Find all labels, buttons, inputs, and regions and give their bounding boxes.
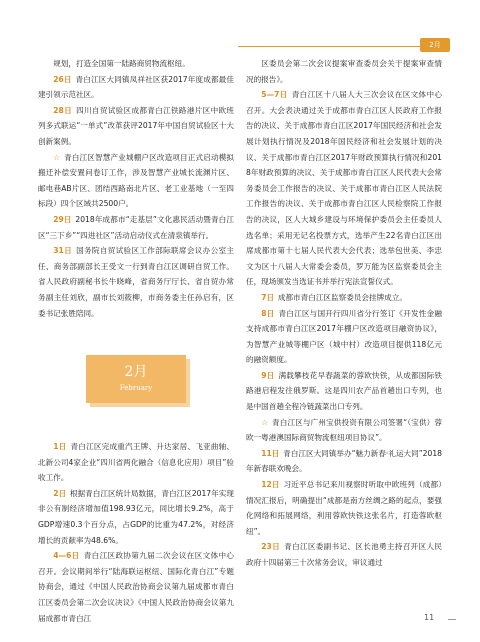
- chronicle-entry: [38, 212, 234, 243]
- entry-text: 国务院自贸试验区工作部际联席会议办公室主任、商务部副部长王受文一行到青白江区调研自贸工作。省人民政府副秘书长牛晓峰，省商务厅厅长、省自贸办常务副主任刘欣，副市长刘筱柳，市商务委主任孙启有，区委书记张胜陪同。: [38, 246, 234, 318]
- left-column: [38, 56, 234, 626]
- entry-text: 青白江区与国开行四川省分行签订《开发性金融支持成都市青白江区2017年棚户区改造项目融资协议》，为智慧产业城等棚户区（城中村）改造项目提供118亿元的融资额度。: [246, 308, 442, 365]
- entry-text: 青白江区政协第九届二次会议在区文体中心召开。会议期间举行“陆海联运枢纽、国际化青白江”专题协商会，通过《中国人民政治协商会议第九届成都市青白江区委员会第二次会议决议》《中国人民政治协商会议第九届成都市青白江: [38, 551, 234, 623]
- entry-text: 青白江区与广州宝供投资有限公司签署“（宝供）蓉欧一粤港澳国际商贸物流枢纽项目协议”。: [246, 417, 442, 443]
- entry-date: 26日: [53, 74, 72, 84]
- top-band: [0, 0, 480, 30]
- entry-date: 31日: [53, 246, 72, 256]
- chronicle-entry: [246, 415, 442, 446]
- star-marker: ☆: [53, 152, 61, 162]
- right-column: [246, 56, 442, 571]
- entry-text: 青白江区大同镇凤祥社区获2017年度成都最佳建引领示范社区。: [38, 74, 234, 100]
- entry-text: 成都市青白江区监察委员会挂牌成立。: [277, 292, 407, 302]
- entry-date: 8日: [261, 308, 275, 318]
- entry-date: 23日: [261, 542, 280, 552]
- entry-date: 28日: [53, 105, 72, 115]
- entry-text: 区委员会第二次会议提案审查委员会关于提案审查情况的报告》。: [246, 59, 442, 84]
- header-month-tag: 2月: [420, 38, 450, 52]
- chronicle-entry: [38, 548, 234, 626]
- chronicle-entry: [246, 290, 442, 306]
- chronicle-entry: [246, 539, 442, 570]
- entry-date: 2日: [53, 488, 67, 498]
- entry-date: 7日: [261, 292, 275, 302]
- chronicle-entry: [246, 446, 442, 477]
- month-banner: [86, 355, 186, 403]
- entry-text: 满载攀枝花早春蔬菜的蓉欧快铁，从成都国际铁路港启程发往俄罗斯。这是四川农产品首趟出口专列，也是中国首趟全程冷链蔬菜出口专列。: [246, 370, 442, 412]
- header-rule: [238, 46, 443, 47]
- entry-text: 根据青白江区统计局数据，青白江区2017年实现非公有制经济增加值198.93亿元，同比增长9.2%，高于GDP增速0.3个百分点，占GDP的比重为47.2%，对经济增长的贡献率为48.6%。: [38, 488, 234, 545]
- entry-text: 青白江区智慧产业城棚户区改造项目正式启动模拟搬迁补偿安置问卷订工作，涉及智慧产业城长流渊片区、邮电巷AB片区、团结西路南北片区、老工业基地（一至四标段）四个区域共2500户。: [38, 152, 235, 209]
- entry-date: 11日: [261, 448, 280, 458]
- page-number-rule: [448, 619, 456, 620]
- chronicle-entry: [38, 56, 234, 72]
- entry-text: 习近平总书记来川视察时听取中欧班列（成都）情况汇报后，明确提出“成都是南方丝绸之路的起点，要强化网络和拓展网络，利用蓉欧快铁这张名片，打造蓉欧枢纽”。: [246, 480, 442, 536]
- chronicle-entry: [246, 87, 442, 290]
- entry-text: 规划，打造全国第一陆路商贸物流枢纽。: [53, 59, 190, 68]
- entry-date: 5—7日: [261, 90, 288, 100]
- entry-text: 青白江区十八届人大三次会议在区文体中心召开。大会表决通过关于成都市青白江区人民政府工作报告的决议、关于成都市青白江区2017年国民经济和社会发展计划执行情况及2018年国民经济和社会发展计划的决议、关于成都市青白江区2017年财政预算执行情况和2018年财政预算的决议、关于成都市青白江区人民代表大会常务委员会工作报告的决议、关于成都市青白江区人民法院工作报告的决议、关于成都市青白江区人民检察院工作报告的决议，区人大城乡建设与环境保护委员会主任委员人选名单；采用无记名投票方式，选举产生22名青白江区出席成都市第十七届人民代表大会代表；选举包世美、李忠文为区十八届人大常委会委员，罗万能为区监察委员会主任，现场颁发当选证书并举行宪法宣誓仪式。: [246, 90, 442, 287]
- chronicle-entry: [38, 486, 234, 548]
- chronicle-entry: [38, 72, 234, 103]
- entry-date: 29日: [53, 214, 72, 224]
- entry-date: 12日: [261, 480, 280, 490]
- chronicle-entry: [38, 243, 234, 321]
- entry-date: 1日: [53, 442, 67, 452]
- left-entries: [38, 56, 234, 321]
- entry-text: 四川自贸试验区成都青白江铁路港片区中欧班列多式联运“一单式”改革获评2017年中国自贸试验区十大创新案例。: [38, 105, 234, 146]
- month-banner-title: 2月: [124, 364, 148, 381]
- chronicle-entry: [246, 368, 442, 415]
- entry-text: 青白江区委副书记、区长池勇主持召开区人民政府十四届第三十次常务会议，审议通过: [246, 542, 442, 567]
- chronicle-entry: [38, 103, 234, 150]
- entry-text: 2018年成都市“走基层”文化惠民活动暨青白江区“三下乡”“四进社区”活动启动仪式在清泉镇举行。: [38, 214, 234, 240]
- left-entries-after: [38, 439, 234, 626]
- chronicle-entry: [246, 306, 442, 368]
- chronicle-entry: [38, 150, 234, 212]
- star-marker: ☆: [261, 417, 269, 427]
- month-banner-subtitle: February: [119, 384, 153, 393]
- entry-date: 9日: [261, 370, 275, 380]
- entry-text: 青白江区大同镇举办“魅力新春·礼运大同”2018年新春联欢晚会。: [246, 448, 442, 474]
- entry-text: 青白江区完成重汽王牌、升达家居、飞亚曲轴、北新公司4家企业“四川省两化融合（信息化应用）项目”验收工作。: [38, 442, 234, 483]
- chronicle-entry: [38, 439, 234, 486]
- right-entries: [246, 56, 442, 571]
- chronicle-entry: [246, 56, 442, 87]
- page-number: 11: [424, 613, 435, 622]
- entry-date: 4—6日: [53, 551, 80, 561]
- chronicle-entry: [246, 477, 442, 539]
